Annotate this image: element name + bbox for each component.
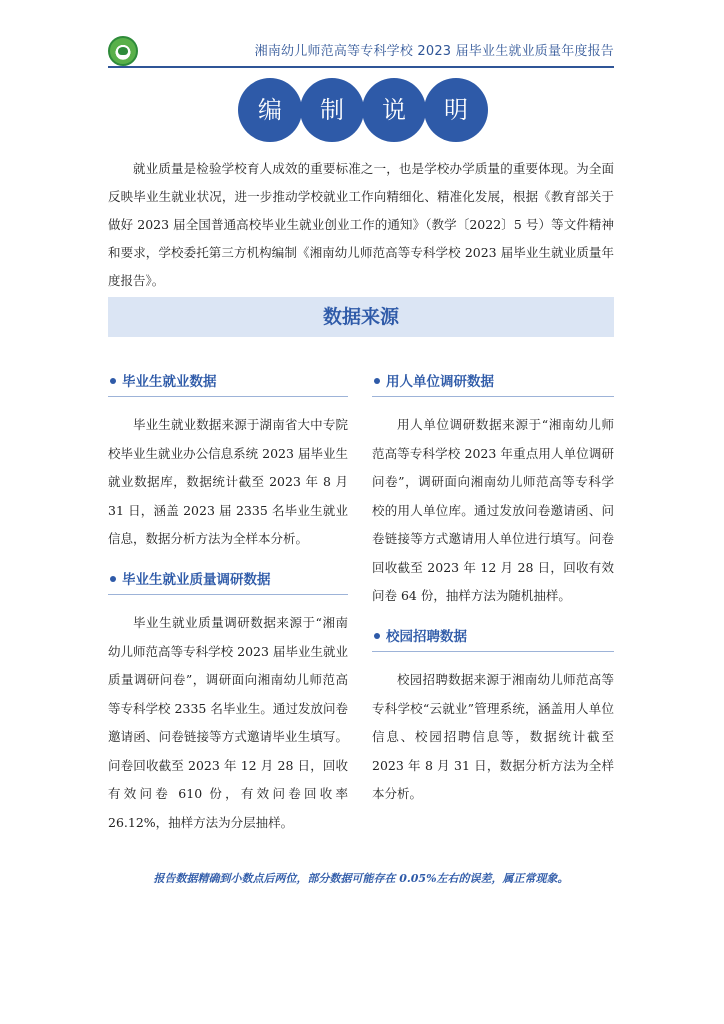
bullet-icon bbox=[374, 378, 380, 384]
section-heading-label: 校园招聘数据 bbox=[386, 629, 467, 645]
banner-char-1: 编 bbox=[238, 78, 302, 142]
bullet-icon bbox=[110, 576, 116, 582]
section-heading-label: 用人单位调研数据 bbox=[386, 374, 494, 390]
section-heading bbox=[372, 624, 614, 652]
data-precision-footnote: 报告数据精确到小数点后两位，部分数据可能存在 0.05%左右的误差，属正常现象。 bbox=[153, 872, 569, 885]
banner-char-2: 制 bbox=[300, 78, 364, 142]
section-heading-label: 毕业生就业质量调研数据 bbox=[122, 572, 271, 588]
section-heading bbox=[108, 369, 348, 397]
section-heading-label: 毕业生就业数据 bbox=[122, 374, 217, 390]
section-graduate-employment bbox=[108, 369, 348, 554]
section-body: 毕业生就业质量调研数据来源于“湘南幼儿师范高等专科学校 2023 届毕业生就业质量调研问卷”，调研面向湘南幼儿师范高等专科学校 2335 名毕业生。通过发放问卷邀请函、问卷链接等方式邀请毕业生填写。问卷回收截至 2023 年 12 月 28 日，回收有效问卷 610 份，有效问卷回收率 26.12%，抽样方法为分层抽样。 bbox=[108, 615, 348, 830]
section-band-title: 数据来源 bbox=[108, 297, 614, 337]
section-body: 用人单位调研数据来源于“湘南幼儿师范高等专科学校 2023 年重点用人单位调研问卷”，调研面向湘南幼儿师范高等专科学校的用人单位库。通过发放问卷邀请函、问卷链接等方式邀请用人单位进行填写。问卷回收截至 2023 年 12 月 28 日，回收有效问卷 64 份，抽样方法为随机抽样。 bbox=[372, 417, 614, 603]
section-body: 校园招聘数据来源于湘南幼儿师范高等专科学校“云就业”管理系统，涵盖用人单位信息、校园招聘信息等，数据统计截至 2023 年 8 月 31 日，数据分析方法为全样本分析。 bbox=[372, 672, 614, 801]
banner-char-4: 明 bbox=[424, 78, 488, 142]
section-heading bbox=[372, 369, 614, 397]
report-header-title: 湘南幼儿师范高等专科学校 2023 届毕业生就业质量年度报告 bbox=[254, 44, 614, 59]
banner-char-3: 说 bbox=[362, 78, 426, 142]
section-body: 毕业生就业数据来源于湖南省大中专院校毕业生就业办公信息系统 2023 届毕业生就业数据库，数据统计截至 2023 年 8 月 31 日，涵盖 2023 届 2335 名毕业生就业信息，数据分析方法为全样本分析。 bbox=[108, 417, 348, 546]
bullet-icon bbox=[374, 633, 380, 639]
section-heading bbox=[108, 567, 348, 595]
school-logo bbox=[108, 36, 138, 66]
section-employer-survey bbox=[372, 369, 614, 611]
logo-emblem-icon bbox=[118, 47, 128, 55]
title-banner bbox=[238, 78, 488, 142]
header-divider bbox=[108, 66, 614, 68]
section-graduate-survey bbox=[108, 567, 348, 837]
bullet-icon bbox=[110, 378, 116, 384]
section-campus-recruitment bbox=[372, 624, 614, 809]
intro-paragraph: 就业质量是检验学校育人成效的重要标准之一，也是学校办学质量的重要体现。为全面反映毕业生就业状况，进一步推动学校就业工作向精细化、精准化发展，根据《教育部关于做好 2023 届全国普通高校毕业生就业创业工作的通知》（教学〔2022〕5 号）等文件精神和要求，学校委托第三方机构编制《湘南幼儿师范高等专科学校 2023 届毕业生就业质量年度报告》。 bbox=[108, 161, 614, 288]
